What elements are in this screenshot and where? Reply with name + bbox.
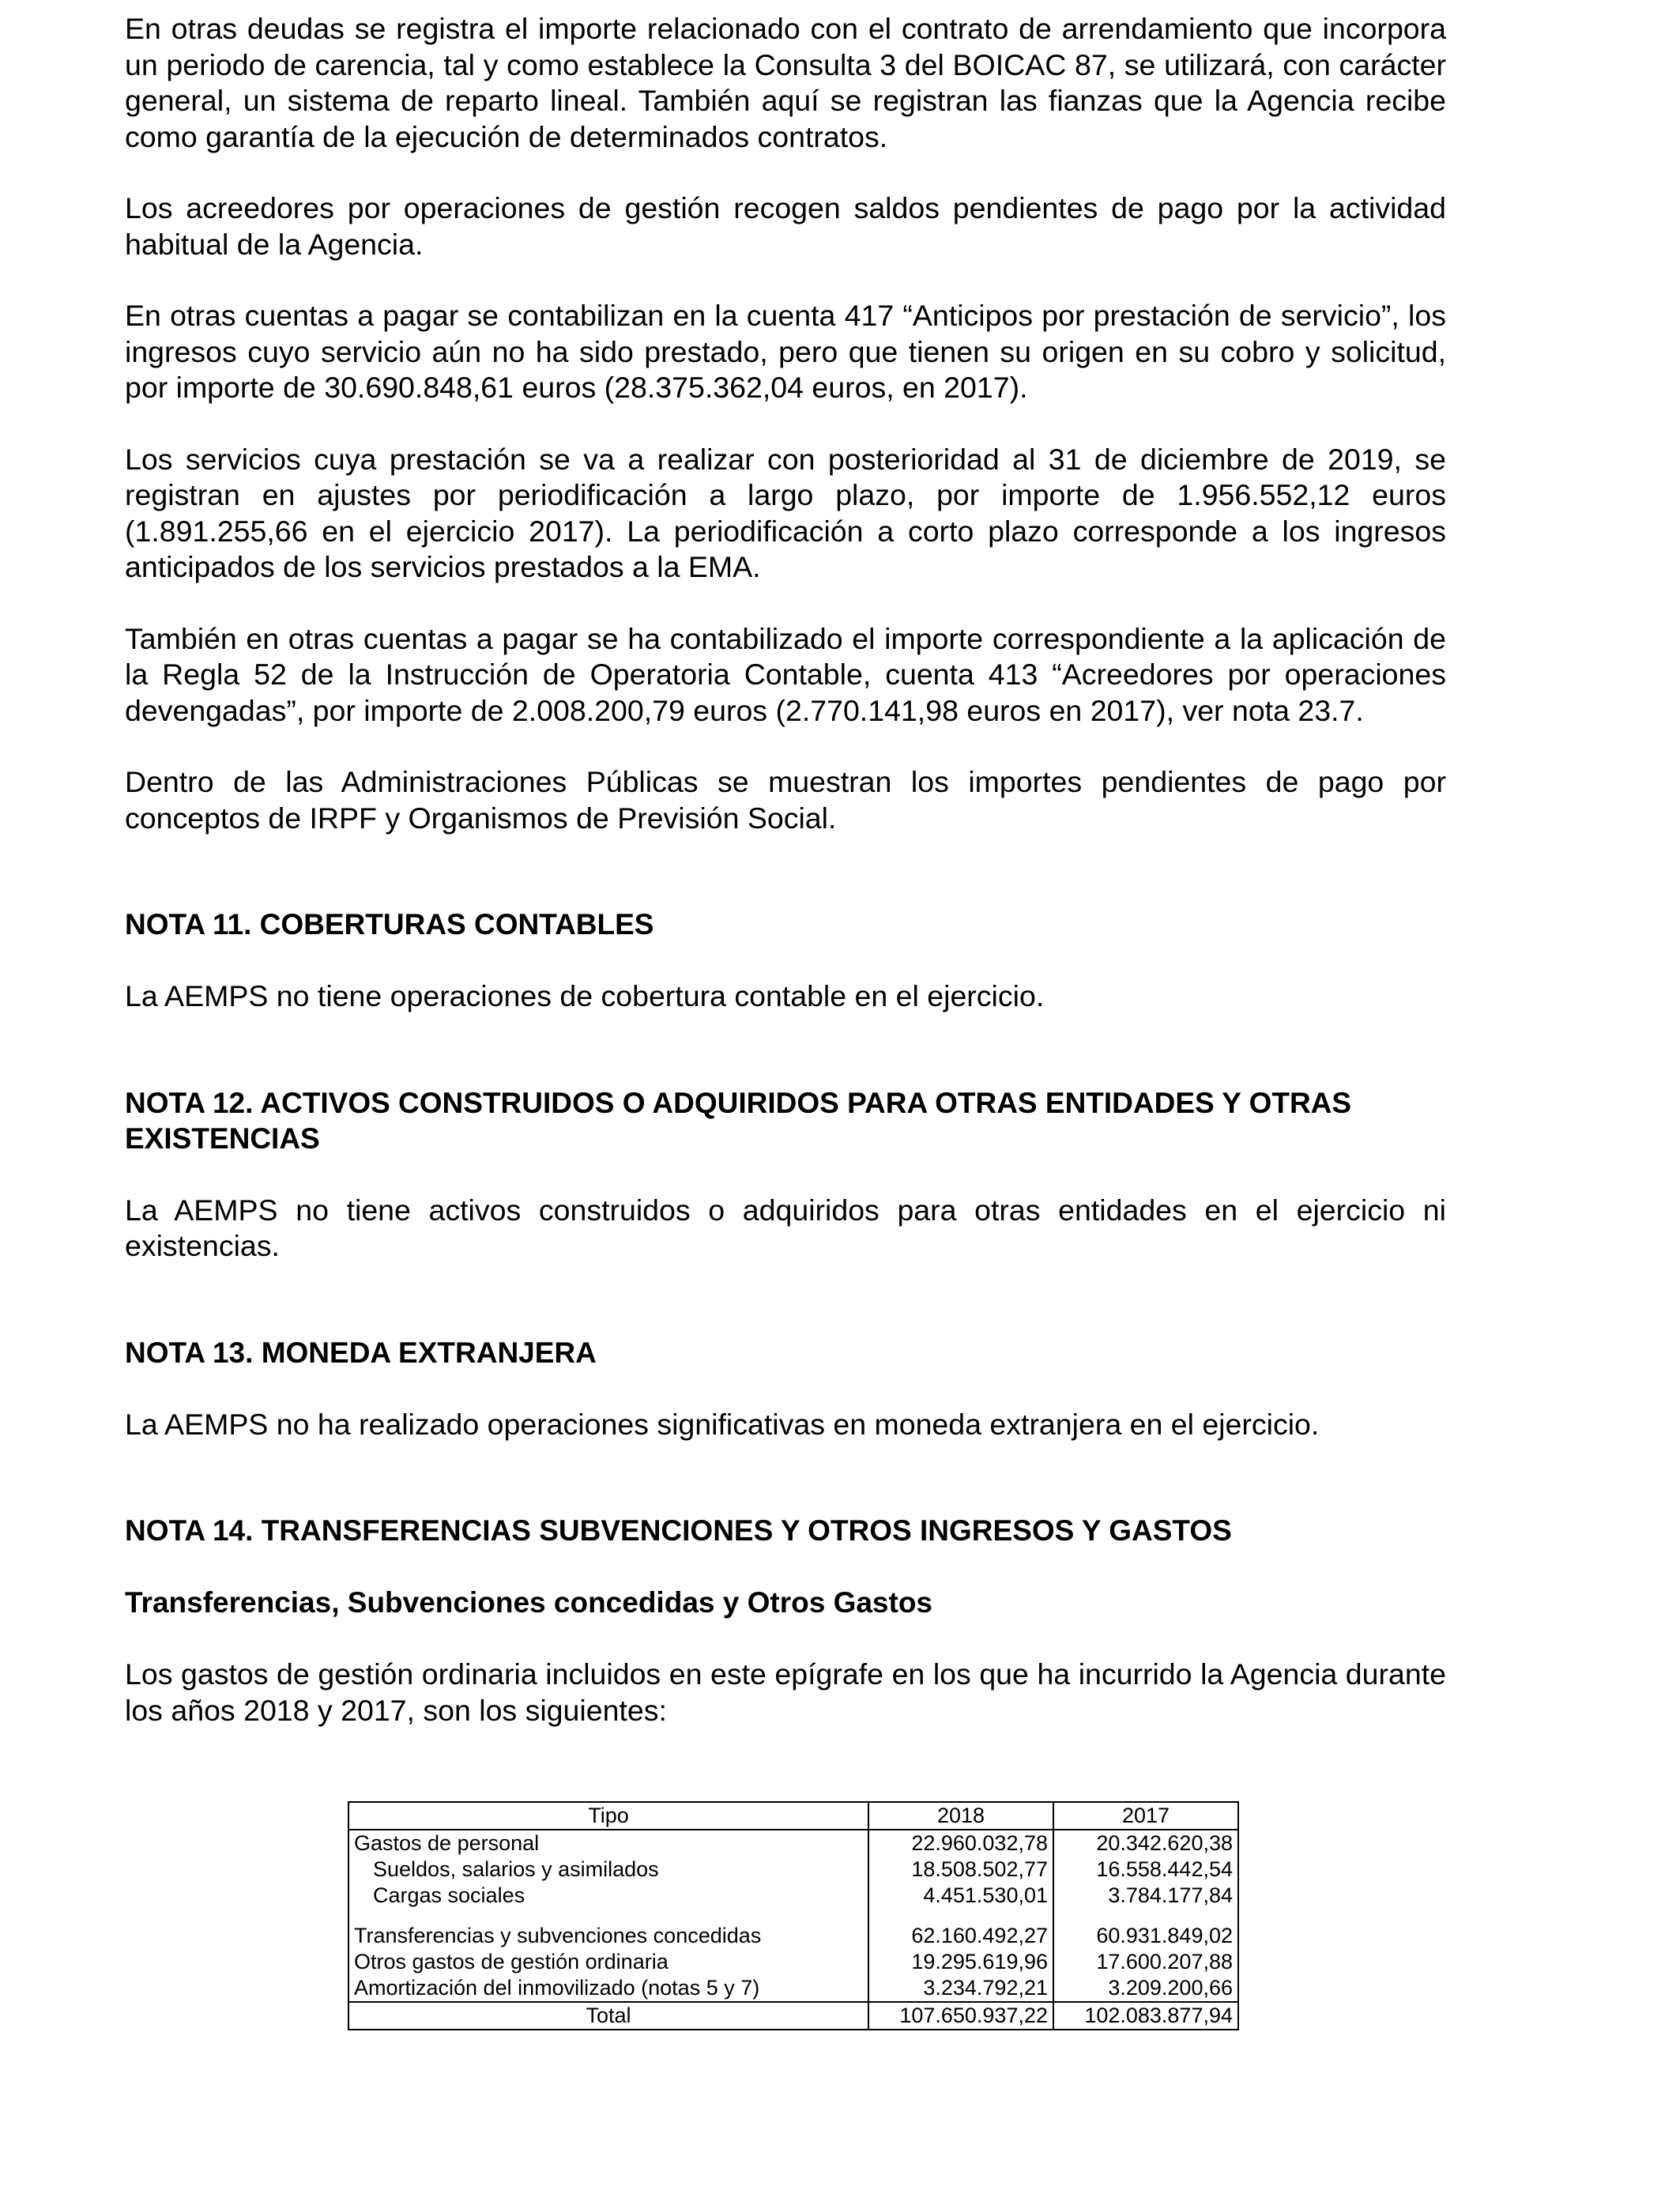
table-row — [348, 1923, 1238, 1949]
row-value-2018: 62.160.492,27 — [868, 1923, 1053, 1949]
nota-13-heading: NOTA 13. MONEDA EXTRANJERA — [125, 1336, 597, 1369]
row-value-2018: 18.508.502,77 — [868, 1857, 1053, 1883]
row-value-2018: 19.295.619,96 — [868, 1949, 1053, 1975]
nota-11-text: La AEMPS no tiene operaciones de cobertura contable en el ejercicio. — [125, 979, 1045, 1012]
table-header-row — [348, 1802, 1238, 1830]
expenses-table — [348, 1801, 1239, 2030]
paragraph-administraciones-publicas: Dentro de las Administraciones Públicas se muestran los importes pendientes de pago por conceptos de IRPF y Organismos de Previsión Social. — [125, 765, 1446, 835]
header-tipo: Tipo — [348, 1802, 868, 1830]
paragraph-otras-deudas: En otras deudas se registra el importe relacionado con el contrato de arrendamiento que incorpora un periodo de carencia, tal y como establece la Consulta 3 del BOICAC 87, se utilizará, con carácter general, un sistema de reparto lineal. También aquí se registran las fianzas que la Agencia recibe como garantía de la ejecución de determinados contratos. — [125, 12, 1446, 153]
row-label: Cargas sociales — [348, 1883, 868, 1909]
table-row — [348, 1830, 1238, 1857]
row-value-2017: 60.931.849,02 — [1053, 1923, 1238, 1949]
table-total-row — [348, 2002, 1238, 2030]
header-2017: 2017 — [1053, 1802, 1238, 1830]
row-label: Sueldos, salarios y asimilados — [348, 1857, 868, 1883]
nota-12-heading: NOTA 12. ACTIVOS CONSTRUIDOS O ADQUIRIDOS PARA OTRAS ENTIDADES Y OTRAS EXISTENCIAS — [125, 1086, 1352, 1155]
table-row — [348, 1883, 1238, 1909]
row-value-2017: 17.600.207,88 — [1053, 1949, 1238, 1975]
paragraph-otras-cuentas-417: En otras cuentas a pagar se contabilizan en la cuenta 417 “Anticipos por prestación de servicio”, los ingresos cuyo servicio aún no ha sido prestado, pero que tienen su origen en su cobro y solicitud, por importe de 30.690.848,61 euros (28.375.362,04 euros, en 2017). — [125, 299, 1446, 404]
row-label: Amortización del inmovilizado (notas 5 y 7) — [348, 1975, 868, 2002]
row-value-2017: 20.342.620,38 — [1053, 1830, 1238, 1857]
row-value-2017: 3.784.177,84 — [1053, 1883, 1238, 1909]
row-label: Transferencias y subvenciones concedidas — [348, 1923, 868, 1949]
table-row — [348, 1857, 1238, 1883]
paragraph-regla-52: También en otras cuentas a pagar se ha contabilizado el importe correspondiente a la aplicación de la Regla 52 de la Instrucción de Operatoria Contable, cuenta 413 “Acreedores por operaciones devengadas”, por importe de 2.008.200,79 euros (2.770.141,98 euros en 2017), ver nota 23.7. — [125, 621, 1446, 727]
total-value-2018: 107.650.937,22 — [868, 2002, 1053, 2030]
expenses-table-wrapper — [348, 1801, 1239, 2030]
row-value-2018: 3.234.792,21 — [868, 1975, 1053, 2002]
table-spacer-row — [348, 1909, 1238, 1923]
nota-14-text: Los gastos de gestión ordinaria incluidos en este epígrafe en los que ha incurrido la Agencia durante los años 2018 y 2017, son los siguientes: — [125, 1657, 1446, 1727]
table-row — [348, 1949, 1238, 1975]
row-value-2017: 16.558.442,54 — [1053, 1857, 1238, 1883]
nota-14-heading: NOTA 14. TRANSFERENCIAS SUBVENCIONES Y OTROS INGRESOS Y GASTOS — [125, 1514, 1232, 1547]
row-value-2018: 4.451.530,01 — [868, 1883, 1053, 1909]
row-label: Gastos de personal — [348, 1830, 868, 1857]
total-label: Total — [348, 2002, 868, 2030]
nota-12-text: La AEMPS no tiene activos construidos o adquiridos para otras entidades en el ejercicio ni existencias. — [125, 1193, 1446, 1262]
paragraph-acreedores-gestion: Los acreedores por operaciones de gestión recogen saldos pendientes de pago por la actividad habitual de la Agencia. — [125, 191, 1446, 261]
header-2018: 2018 — [868, 1802, 1053, 1830]
document-page — [125, 11, 1446, 1728]
row-label: Otros gastos de gestión ordinaria — [348, 1949, 868, 1975]
row-value-2017: 3.209.200,66 — [1053, 1975, 1238, 2002]
table-row — [348, 1975, 1238, 2002]
nota-11-heading: NOTA 11. COBERTURAS CONTABLES — [125, 908, 654, 941]
row-value-2018: 22.960.032,78 — [868, 1830, 1053, 1857]
nota-13-text: La AEMPS no ha realizado operaciones significativas en moneda extranjera en el ejercicio. — [125, 1407, 1320, 1441]
total-value-2017: 102.083.877,94 — [1053, 2002, 1238, 2030]
nota-14-subheading: Transferencias, Subvenciones concedidas y Otros Gastos — [125, 1586, 932, 1619]
paragraph-periodificacion: Los servicios cuya prestación se va a realizar con posterioridad al 31 de diciembre de 2019, se registran en ajustes por periodificación a largo plazo, por importe de 1.956.552,12 euros (1.891.255,66 en el ejercicio 2017). La periodificación a corto plazo corresponde a los ingresos anticipados de los servicios prestados a la EMA. — [125, 442, 1446, 583]
